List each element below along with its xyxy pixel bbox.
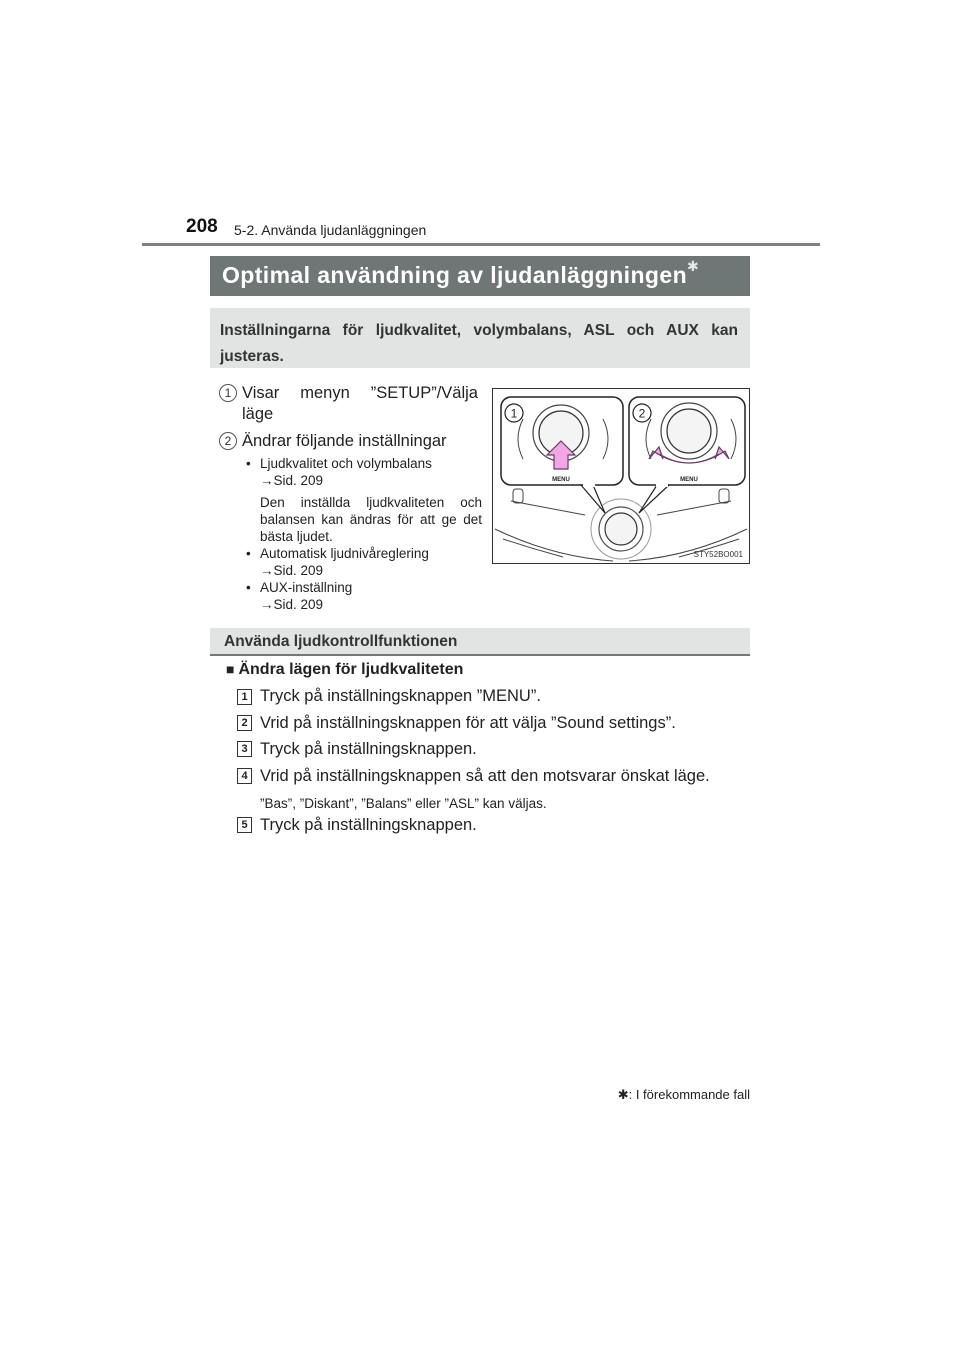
callout-number-2: 2 — [638, 406, 646, 421]
list-item-note: Den inställda ljudkvaliteten och balansen kan ändras för att ge det bästa ljudet. — [260, 495, 482, 544]
step-number-4: 4 — [237, 768, 252, 784]
intro-summary: Inställningarna för ljudkvalitet, volymbalans, ASL och AUX kan justeras. — [210, 308, 750, 368]
step-3-text: Tryck på inställningsknappen. — [260, 740, 477, 758]
item-1-word: ”SETUP”/Välja — [370, 384, 478, 402]
page-title-text: Optimal användning av ljudanläggningen — [222, 262, 688, 288]
step-number-5: 5 — [237, 817, 252, 833]
subsection-title: Använda ljudkontrollfunktionen — [210, 628, 750, 656]
footnote: ✱: I förekommande fall — [617, 1087, 750, 1102]
step-number-1: 1 — [237, 689, 252, 705]
page-reference: →Sid. 209 — [260, 563, 324, 578]
page-reference: →Sid. 209 — [260, 597, 324, 612]
step-2-text: Vrid på inställningsknappen för att välja ”Sound settings”. — [260, 714, 676, 732]
knob-label-menu-right: MENU — [680, 477, 698, 483]
arrow-right-icon: → — [260, 563, 274, 578]
arrow-right-icon: → — [260, 473, 274, 488]
asterisk-icon: ✱ — [617, 1087, 629, 1102]
page-number: 208 — [186, 216, 218, 237]
item-number-1: 1 — [219, 384, 237, 402]
page-reference: →Sid. 209 — [260, 473, 324, 488]
figure-code: STY52BO001 — [693, 550, 743, 559]
step-number-3: 3 — [237, 741, 252, 757]
list-item: • AUX-inställning — [246, 580, 353, 595]
callout-number-1: 1 — [510, 406, 518, 421]
step-5-text: Tryck på inställningsknappen. — [260, 816, 477, 834]
item-1-word: Visar — [242, 384, 280, 402]
header-divider — [142, 243, 820, 246]
item-2-text: Ändrar följande inställningar — [242, 432, 447, 450]
knob-illustration — [492, 388, 750, 564]
item-1-text — [242, 383, 478, 425]
bullet-heading: ■ Ändra lägen för ljudkvaliteten — [226, 661, 464, 678]
item-1-word: menyn — [300, 384, 350, 402]
knob-label-menu-left: MENU — [552, 477, 570, 483]
knob-illustration-svg — [493, 389, 749, 563]
asterisk-icon: ✱ — [687, 258, 700, 274]
arrow-right-icon: → — [260, 597, 274, 612]
page-title — [210, 256, 750, 296]
section-breadcrumb: 5-2. Använda ljudanläggningen — [234, 222, 427, 238]
item-1-line2: läge — [242, 405, 274, 423]
square-bullet-icon: ■ — [226, 661, 235, 677]
list-item: • Automatisk ljudnivåreglering — [246, 546, 429, 561]
sub-list — [246, 455, 482, 613]
list-item: • Ljudkvalitet och volymbalans — [246, 456, 432, 471]
step-4-text: Vrid på inställningsknappen så att den motsvarar önskat läge. — [260, 767, 710, 785]
step-4-note: ”Bas”, ”Diskant”, ”Balans” eller ”ASL” kan väljas. — [260, 796, 547, 811]
item-number-2: 2 — [219, 432, 237, 450]
step-1-text: Tryck på inställningsknappen ”MENU”. — [260, 687, 541, 705]
step-number-2: 2 — [237, 715, 252, 731]
